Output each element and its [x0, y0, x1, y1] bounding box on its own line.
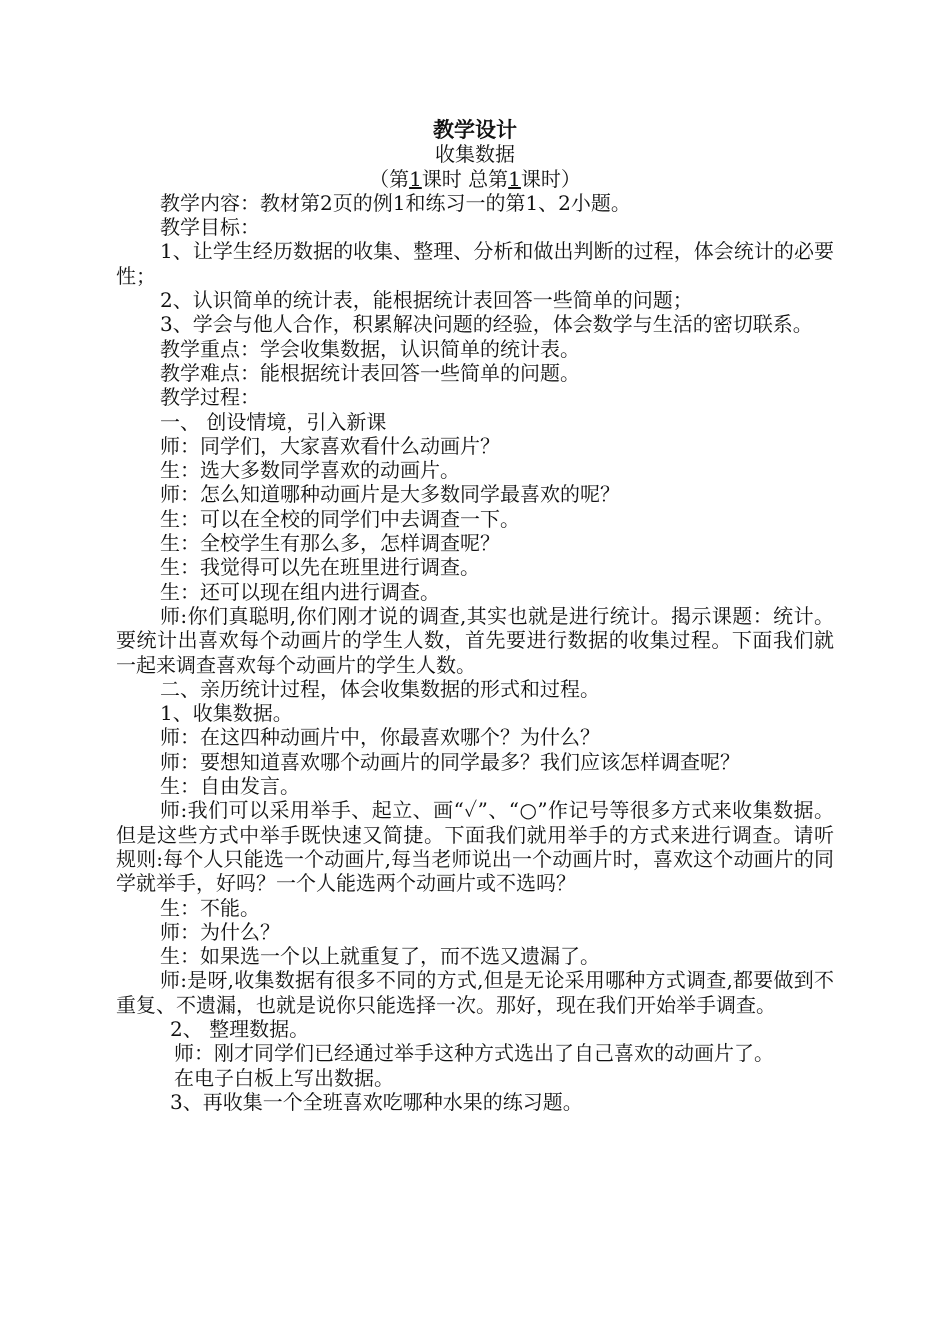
lesson-pre: （第 — [369, 166, 410, 191]
paragraph: 师：为什么？ — [160, 919, 280, 944]
paragraph: 师:我们可以采用举手、起立、画“✓”、“○”作记号等很多方式来收集数据。但是这些方式中举手既快速又简捷。下面我们就用举手的方式来进行调查。请听规则:每个人只能选一个动画片,每当老师说出一个动画片时，喜欢这个动画片的同学就举手，好吗？一个人能选两个动画片或不选吗？ — [116, 798, 834, 896]
paragraph: 生：我觉得可以先在班里进行调查。 — [160, 555, 480, 580]
lesson-num1: 1 — [409, 166, 422, 191]
paragraph: 教学目标： — [160, 215, 260, 240]
paragraph: 教学过程： — [160, 385, 260, 410]
paragraph: 一、 创设情境，引入新课 — [160, 409, 387, 434]
lesson-num2: 1 — [508, 166, 521, 191]
paragraph: 教学重点：学会收集数据，认识简单的统计表。 — [160, 336, 580, 361]
section2-line1: 师：刚才同学们已经通过举手这种方式选出了自己喜欢的动画片了。 — [174, 1041, 774, 1066]
paragraph: 师:是呀,收集数据有很多不同的方式,但是无论采用哪种方式调查,都要做到不重复、不遗漏，也就是说你只能选择一次。那好，现在我们开始举手调查。 — [116, 968, 834, 1017]
document-page — [116, 118, 834, 1114]
paragraph: 3、学会与他人合作，积累解决问题的经验，体会数学与生活的密切联系。 — [160, 312, 813, 337]
paragraph: 生：如果选一个以上就重复了，而不选又遗漏了。 — [160, 944, 600, 969]
section3-heading: 3、再收集一个全班喜欢吃哪种水果的练习题。 — [170, 1089, 583, 1114]
section2-heading: 2、 整理数据。 — [170, 1016, 310, 1041]
paragraph: 生：自由发言。 — [160, 774, 300, 799]
paragraph: 1、让学生经历数据的收集、整理、分析和做出判断的过程，体会统计的必要性； — [116, 239, 834, 288]
paragraph: 2、认识简单的统计表，能根据统计表回答一些简单的问题； — [160, 288, 693, 313]
paragraph: 师：在这四种动画片中，你最喜欢哪个？为什么？ — [160, 725, 600, 750]
paragraph: 师：同学们，大家喜欢看什么动画片？ — [160, 433, 500, 458]
paragraph: 师：怎么知道哪种动画片是大多数同学最喜欢的呢？ — [160, 482, 620, 507]
paragraph: 教学内容：教材第2页的例1和练习一的第1、2小题。 — [160, 190, 631, 215]
lesson-mid: 课时 总第 — [421, 166, 509, 191]
paragraph: 生：还可以现在组内进行调查。 — [160, 579, 440, 604]
paragraph: 生：选大多数同学喜欢的动画片。 — [160, 458, 460, 483]
doc-title: 教学设计 — [433, 117, 517, 142]
section2-line2: 在电子白板上写出数据。 — [174, 1065, 394, 1090]
paragraph: 生：可以在全校的同学们中去调查一下。 — [160, 506, 520, 531]
paragraph: 师:你们真聪明,你们刚才说的调查,其实也就是进行统计。揭示课题：统计。要统计出喜欢每个动画片的学生人数，首先要进行数据的收集过程。下面我们就一起来调查喜欢每个动画片的学生人数。 — [116, 603, 834, 677]
paragraph: 教学难点：能根据统计表回答一些简单的问题。 — [160, 360, 580, 385]
doc-subtitle: 收集数据 — [435, 142, 515, 167]
paragraph: 生：不能。 — [160, 895, 260, 920]
lesson-post: 课时） — [520, 166, 581, 191]
paragraph: 1、收集数据。 — [160, 701, 293, 726]
paragraph: 生：全校学生有那么多，怎样调查呢？ — [160, 531, 500, 556]
paragraph: 师：要想知道喜欢哪个动画片的同学最多？我们应该怎样调查呢？ — [160, 749, 740, 774]
lesson-number-line — [116, 167, 834, 191]
paragraph: 二、亲历统计过程，体会收集数据的形式和过程。 — [160, 676, 600, 701]
